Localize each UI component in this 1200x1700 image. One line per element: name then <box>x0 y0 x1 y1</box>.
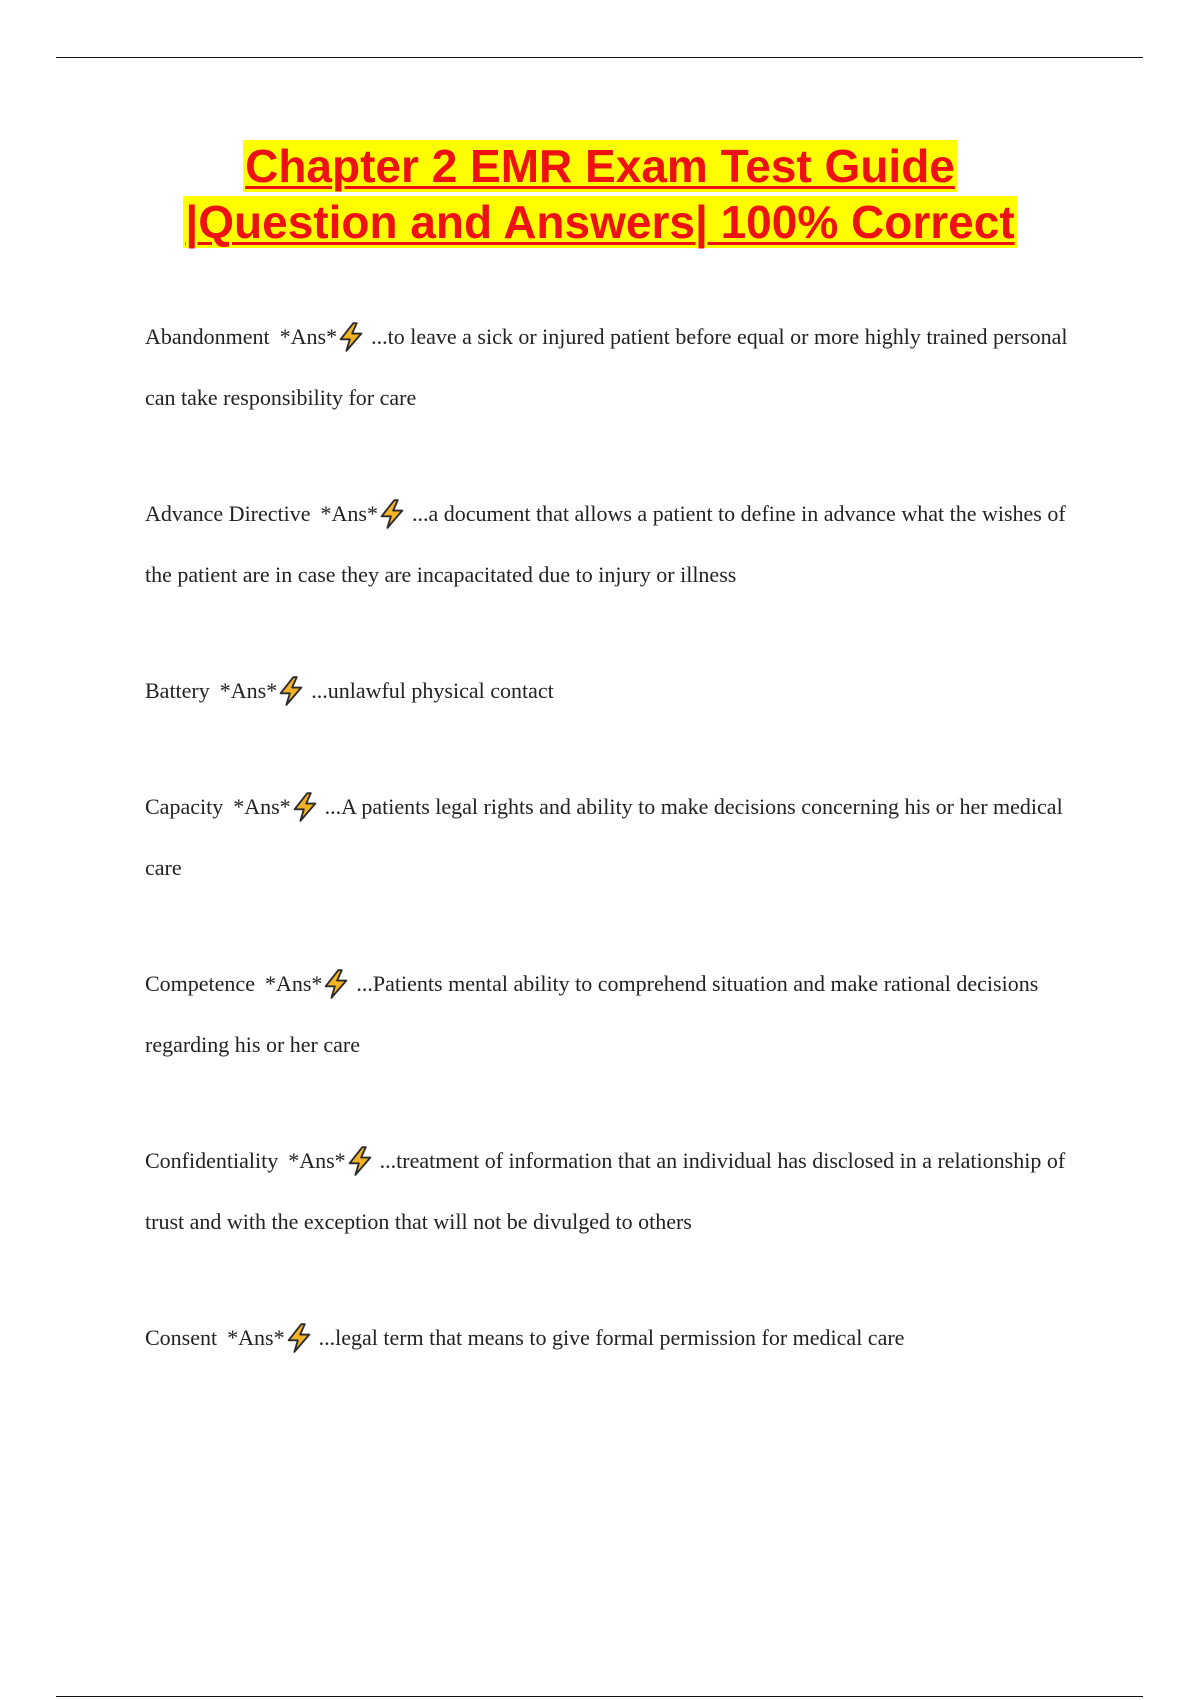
entry-definition: ...treatment of information that an individual has disclosed in a relationship of trust and with the exception that will not be divulged to others <box>145 1148 1066 1234</box>
lightning-bolt-icon <box>285 1323 313 1353</box>
answer-marker: *Ans* <box>233 794 291 819</box>
entry-term: Consent <box>145 1325 218 1350</box>
entry-definition: ...to leave a sick or injured patient before equal or more highly trained personal can take responsibility for care <box>145 324 1068 410</box>
title-line-1: Chapter 2 EMR Exam Test Guide <box>245 140 955 192</box>
qa-list <box>145 306 1085 1423</box>
lightning-bolt-icon <box>337 322 365 352</box>
lightning-bolt-icon <box>346 1146 374 1176</box>
lightning-bolt-icon <box>378 499 406 529</box>
entry-definition: ...A patients legal rights and ability to make decisions concerning his or her medical care <box>145 794 1063 880</box>
entry-definition: ...unlawful physical contact <box>311 678 554 703</box>
answer-marker: *Ans* <box>288 1148 346 1173</box>
entry-term: Confidentiality <box>145 1148 279 1173</box>
entry-term: Competence <box>145 971 255 996</box>
lightning-bolt-icon <box>322 969 350 999</box>
header-rule <box>56 57 1143 58</box>
qa-entry <box>145 1130 1085 1252</box>
qa-entry <box>145 483 1085 605</box>
entry-term: Abandonment <box>145 324 270 349</box>
qa-entry <box>145 1307 1085 1368</box>
answer-marker: *Ans* <box>227 1325 285 1350</box>
lightning-bolt-icon <box>277 676 305 706</box>
qa-entry <box>145 306 1085 428</box>
qa-entry <box>145 776 1085 898</box>
document-title <box>0 138 1200 250</box>
answer-marker: *Ans* <box>279 324 338 349</box>
entry-term: Capacity <box>145 794 224 819</box>
qa-entry <box>145 953 1085 1075</box>
answer-marker: *Ans* <box>320 501 378 526</box>
qa-entry <box>145 660 1085 721</box>
entry-definition: ...a document that allows a patient to define in advance what the wishes of the patient are in case they are incapacitated due to injury or illness <box>145 501 1066 587</box>
lightning-bolt-icon <box>291 792 319 822</box>
entry-definition: ...legal term that means to give formal permission for medical care <box>318 1325 905 1350</box>
title-line-2: |Question and Answers| 100% Correct <box>185 196 1015 248</box>
footer-rule <box>56 1696 1143 1697</box>
entry-term: Battery <box>145 678 210 703</box>
entry-term: Advance Directive <box>145 501 311 526</box>
answer-marker: *Ans* <box>219 678 278 703</box>
answer-marker: *Ans* <box>264 971 323 996</box>
entry-definition: ...Patients mental ability to comprehend situation and make rational decisions regarding his or her care <box>145 971 1039 1057</box>
